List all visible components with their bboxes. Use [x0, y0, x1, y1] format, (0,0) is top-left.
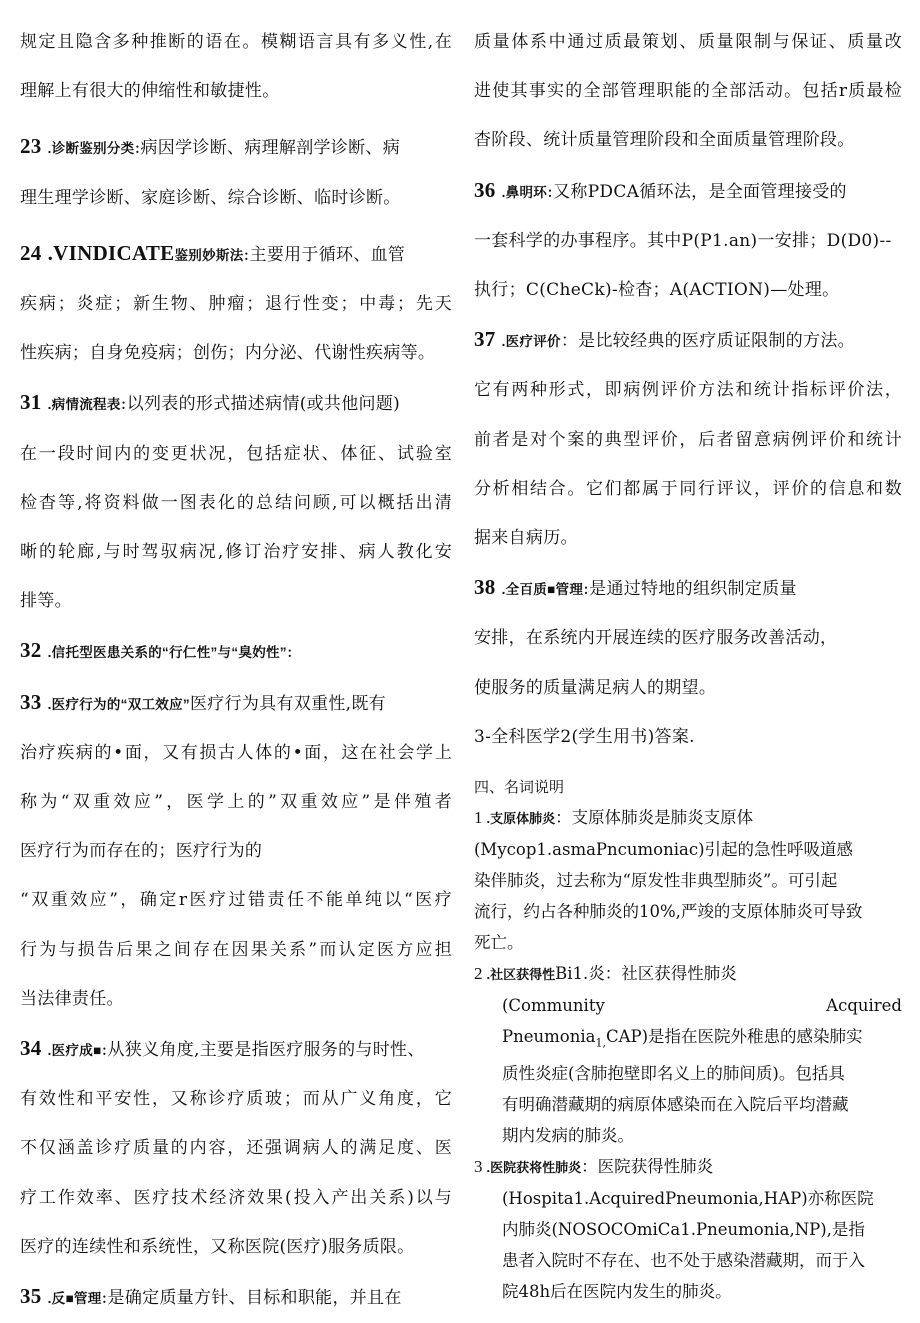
- term-1-line-4: 流行，约占各种肺炎的10%,严竣的支原体肺炎可导致: [474, 902, 863, 922]
- term-2-english: [474, 990, 902, 1021]
- item-term: .鼻明环: [501, 184, 548, 200]
- term-name: .医院获将性肺炎: [486, 1160, 582, 1176]
- term-2-english-b: Acquired: [826, 996, 902, 1016]
- item-37-line-3: 前者是对个案的典型评价，后者留意病例评价和统计: [474, 429, 902, 450]
- item-text: :又称PDCA循环法，是全面管理接受的: [547, 181, 847, 202]
- item-text: 医疗行为具有双重性,既有: [189, 693, 386, 714]
- item-term: .医疗评价: [501, 334, 561, 350]
- term-1-line-2: (Mycop1.asmaPncumoniac)引起的急性呼吸道感: [474, 840, 854, 860]
- item-33-line-6: 行为与损告后果之间存在因果关系”而认定医方应担: [20, 939, 452, 960]
- item-text: :主要用于循环、血管: [243, 244, 406, 265]
- item-number: 36: [474, 177, 496, 202]
- item-23: [20, 122, 452, 173]
- item-number: 34: [20, 1036, 42, 1061]
- item-term: .病情流程表: [47, 397, 121, 413]
- right-column: [474, 18, 902, 1307]
- item-term: .医疗成■: [47, 1043, 102, 1059]
- cont-line-3: 杳阶段、统计质量管理阶段和全面质量管理阶段。: [474, 130, 855, 151]
- item-number: 37: [474, 327, 496, 352]
- term-2-pn-sub: 1,: [595, 1036, 606, 1050]
- item-38-line-3: 使服务的质量满足病人的期望。: [474, 677, 717, 698]
- item-number: 31: [20, 390, 42, 415]
- item-term: .信托型医患关系的“行仁性”与“臭妁性”: [47, 645, 287, 661]
- term-1: [474, 802, 902, 834]
- term-2-line-3: [474, 1021, 902, 1058]
- term-3-line-4: 患者入院时不存在、也不处于感染潜藏期，而于入: [502, 1251, 865, 1271]
- term-2-english-a: (Community: [502, 996, 605, 1016]
- term-number: 1: [474, 808, 483, 828]
- item-text: :是通过特地的组织制定质量: [583, 579, 797, 600]
- term-name: .社区获得性: [486, 967, 556, 983]
- item-number: 32: [20, 638, 42, 663]
- term-3-line-2: (Hospita1.AcquiredPneumonia,HAP)亦称医院: [502, 1189, 874, 1209]
- item-24-line-3: 性疾病；自身免疫病；创伤；内分泌、代谢性疾病等。: [20, 343, 436, 364]
- item-33: [20, 678, 452, 729]
- item-term: .全百质■管理: [501, 582, 584, 598]
- item-text: :是确定质量方针、目标和职能，并且在: [101, 1288, 402, 1309]
- item-term: .VINDICATE: [47, 240, 175, 265]
- item-text: :以列表的形式描述病情(或共他问题): [120, 394, 401, 415]
- item-36-line-2: 一套科学的办事程序。其中P(P1.an)一安排；D(D0)--: [474, 230, 892, 251]
- item-35: [20, 1272, 452, 1323]
- term-2-line-4: 质性炎症(含肺抱壁即名义上的肺间质)。包括具: [502, 1064, 845, 1084]
- term-3-line-5: 院48h后在医院内发生的肺炎。: [502, 1282, 732, 1302]
- item-37-line-5: 据来自病历。: [474, 528, 578, 549]
- item-31-line-3: 检杳等,将资料做一图表化的总结问顾,可以概括出清: [20, 492, 452, 513]
- cont-line-1: 质量体系中通过质最策划、质量限制与保证、质量改: [474, 32, 902, 52]
- intro-line-1: 规定且隐含多种推断的语在。模糊语言具有多义性,在: [20, 32, 452, 52]
- item-34-line-4: 疗工作效率、医疗技术经济效果(投入产出关系)以与: [20, 1187, 452, 1208]
- term-2-line-6: 期内发病的肺炎。: [502, 1126, 634, 1146]
- term-text: ：支原体肺炎是肺炎支原体: [555, 808, 754, 828]
- item-34: [20, 1024, 452, 1075]
- term-3-line-3: 内肺炎(NOSOCOmiCa1.Pneumonia,NP),是指: [502, 1220, 865, 1240]
- term-name-2: Bi1.: [555, 964, 589, 984]
- item-33-line-3: 称为“双重效应”，医学上的”双重效应”是伴殖者: [20, 792, 452, 813]
- item-text: :: [286, 642, 293, 663]
- cont-line-2: 进使其事实的全部管理职能的全部活动。包括r质最检: [474, 81, 902, 102]
- item-number: 35: [20, 1284, 42, 1309]
- section-heading: 四、名词说明: [474, 778, 565, 797]
- item-37-line-4: 分析相结合。它们都属于同行评议，评价的信息和数: [474, 478, 902, 499]
- item-text: ：是比较经典的医疗质证限制的方法。: [560, 331, 855, 352]
- term-text: 炎：社区获得性肺炎: [588, 964, 737, 984]
- item-number: 24: [20, 240, 42, 265]
- term-number: 2: [474, 964, 483, 984]
- intro-line-2: 理解上有很大的伸缩性和敏捷性。: [20, 81, 280, 102]
- term-name: .支原体肺炎: [486, 811, 556, 827]
- term-3: [474, 1151, 902, 1183]
- term-text: ：医院获得性肺炎: [581, 1157, 714, 1177]
- item-31-line-5: 排等。: [20, 591, 72, 612]
- item-23-line-2: 理生理学诊断、家庭诊断、综合诊断、临时诊断。: [20, 187, 401, 208]
- item-34-line-2: 有效性和平安性，又称诊疗质玻；而从广义角度，它: [20, 1089, 452, 1110]
- item-term-2: 鉴别妙斯法: [174, 247, 244, 263]
- item-31-line-4: 晰的轮廊,与时驾驭病况,修订治疗安排、病人教化安: [20, 542, 452, 563]
- item-34-line-5: 医疗的连续性和系统性，又称医院(医疗)服务质限。: [20, 1236, 415, 1257]
- item-text: :从狭义角度,主要是指医疗服务的与时性、: [101, 1040, 425, 1061]
- term-2-line-5: 有明确潜藏期的病原体感染而在入院后平均潜藏: [502, 1095, 849, 1115]
- item-38-line-2: 安排，在系统内开展连续的医疗服务改善活动，: [474, 628, 838, 649]
- item-term: .诊断鉴别分类: [47, 141, 135, 157]
- item-34-line-3: 不仅涵盖诊疗质量的内容，还强调病人的满足度、医: [20, 1138, 452, 1159]
- item-36-line-3: 执行；C(CheCk)-检杳；A(ACTION)—处理。: [474, 280, 840, 301]
- item-term: .反■管理: [47, 1291, 102, 1307]
- left-column: [20, 18, 452, 1323]
- item-38: [474, 563, 902, 614]
- term-1-line-3: 染伴肺炎，过去称为“原发性非典型肺炎”。可引起: [474, 871, 838, 891]
- item-37-line-2: 它有两种形式，即病例评价方法和统计指标评价法，: [474, 380, 902, 401]
- item-37: [474, 315, 902, 366]
- item-33-line-5: “双重效应”，确定r医疗过错责任不能单纯以“医疗: [20, 890, 452, 911]
- term-1-line-5: 死亡。: [474, 933, 524, 953]
- term-2-pn-a: Pneumonia: [502, 1027, 596, 1047]
- item-24-line-2: 疾病；炎症；新生物、肿瘤；退行性变；中毒；先天: [20, 294, 452, 315]
- item-text: :病因学诊断、病理解剖学诊断、病: [134, 138, 400, 159]
- item-36: [474, 166, 902, 217]
- item-32: [20, 626, 452, 677]
- item-33-line-7: 当法律责任。: [20, 988, 124, 1009]
- item-number: 38: [474, 575, 496, 600]
- item-31-line-2: 在一段时间内的变更状况，包括症状、体征、试验室: [20, 443, 452, 464]
- item-number: 23: [20, 134, 42, 159]
- term-2: [474, 958, 902, 990]
- item-33-line-2: 治疗疾病的•面，又有损古人体的•面，这在社会学上: [20, 742, 452, 763]
- item-number: 33: [20, 689, 42, 714]
- item-24: [20, 229, 452, 280]
- item-31: [20, 378, 452, 429]
- term-number: 3: [474, 1157, 483, 1177]
- answer-title: 3-全科医学2(学生用书)答案.: [474, 726, 695, 747]
- item-term: .医疗行为的“双工效应”: [47, 696, 190, 712]
- term-2-pn-b: CAP)是指在医院外稚患的感染肺实: [605, 1027, 863, 1047]
- item-33-line-4: 医疗行为而存在的；医疗行为的: [20, 841, 263, 862]
